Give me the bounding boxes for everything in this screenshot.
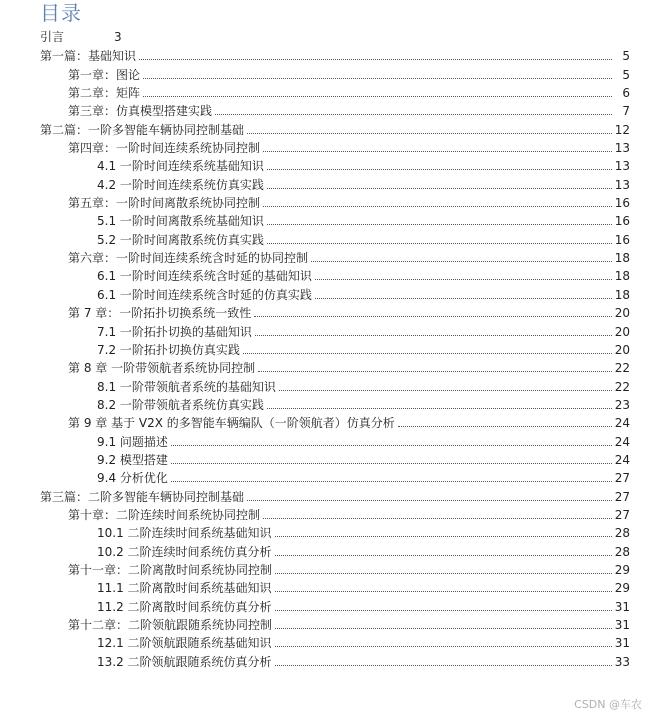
dot-leader	[267, 187, 612, 189]
toc-entry[interactable]	[0, 284, 630, 302]
toc-entry-label: 11.2 二阶离散时间系统仿真分析	[97, 599, 272, 614]
dot-leader	[139, 58, 612, 60]
toc-entry-label: 10.2 二阶连续时间系统仿真分析	[97, 544, 272, 559]
watermark: CSDN @车农	[574, 698, 642, 711]
toc-entry-label: 第三章：仿真模型搭建实践	[68, 104, 213, 119]
toc-entry-label: 第 8 章 一阶带领航者系统协同控制	[68, 361, 256, 376]
toc-entry-label: 第 9 章 基于 V2X 的多智能车辆编队（一阶领航者）仿真分析	[68, 416, 395, 431]
toc-entry[interactable]	[0, 486, 630, 504]
toc-entry-page: 13	[614, 177, 630, 192]
toc-entry[interactable]	[0, 450, 630, 468]
toc-entry-label: 7.2 一阶拓扑切换仿真实践	[97, 342, 240, 357]
toc-entry[interactable]	[0, 633, 630, 651]
dot-leader	[275, 627, 612, 629]
toc-entry-page: 23	[614, 397, 630, 412]
toc-entry-page: 5	[622, 67, 630, 82]
toc-entry-page: 24	[614, 452, 630, 467]
toc-entry[interactable]	[0, 505, 630, 523]
toc-entry[interactable]	[0, 46, 630, 64]
toc-entry-label: 第二章：矩阵	[68, 86, 141, 101]
toc-entry-page: 12	[614, 122, 630, 137]
toc-entry-label: 6.1 一阶时间连续系统含时延的仿真实践	[97, 287, 312, 302]
toc-entry-page: 27	[614, 489, 630, 504]
dot-leader	[311, 260, 612, 262]
toc-entry-label: 第二篇：一阶多智能车辆协同控制基础	[40, 122, 245, 137]
toc-entry[interactable]	[0, 431, 630, 449]
toc-entry-page: 29	[614, 581, 630, 596]
dot-leader	[279, 389, 612, 391]
dot-leader	[263, 150, 612, 152]
toc-entry-label: 第五章：一阶时间离散系统协同控制	[68, 196, 261, 211]
dot-leader	[275, 535, 612, 537]
dot-leader	[171, 480, 612, 482]
toc-entry[interactable]	[0, 64, 630, 82]
dot-leader	[315, 297, 612, 299]
toc-entry-page: 18	[614, 287, 630, 302]
toc-entry[interactable]	[0, 541, 630, 559]
dot-leader	[398, 425, 612, 427]
toc-entry-page: 16	[614, 196, 630, 211]
toc-entry-page: 20	[614, 324, 630, 339]
toc-entry[interactable]	[0, 229, 630, 247]
toc-entry-page: 5	[622, 49, 630, 64]
toc-entry-label: 8.2 一阶带领航者系统仿真实践	[97, 397, 264, 412]
toc-entry-page: 13	[614, 159, 630, 174]
toc-entry-label: 第 7 章：一阶拓扑切换系统一致性	[68, 306, 252, 321]
toc-entry-label: 第一章：图论	[68, 67, 141, 82]
toc-entry-page: 28	[614, 544, 630, 559]
toc-entry-label: 12.1 二阶领航跟随系统基础知识	[97, 636, 272, 651]
toc-entry[interactable]	[0, 211, 630, 229]
dot-leader	[267, 168, 612, 170]
toc-entry-label: 5.1 一阶时间离散系统基础知识	[97, 214, 264, 229]
toc-entry-label: 第六章：一阶时间连续系统含时延的协同控制	[68, 251, 309, 266]
toc-entry[interactable]	[0, 138, 630, 156]
dot-leader	[267, 242, 612, 244]
toc-entry[interactable]	[0, 83, 630, 101]
table-of-contents	[0, 46, 666, 670]
toc-entry-label: 11.1 二阶离散时间系统基础知识	[97, 581, 272, 596]
toc-entry-page: 27	[614, 507, 630, 522]
dot-leader	[247, 499, 612, 501]
toc-entry-label: 9.4 分析优化	[97, 471, 168, 486]
toc-entry[interactable]	[0, 395, 630, 413]
toc-entry[interactable]	[0, 303, 630, 321]
dot-leader	[254, 315, 612, 317]
toc-entry-page: 31	[614, 599, 630, 614]
toc-entry-label: 第一篇：基础知识	[40, 49, 137, 64]
dot-leader	[275, 609, 612, 611]
toc-entry-label: 4.1 一阶时间连续系统基础知识	[97, 159, 264, 174]
toc-entry-label: 6.1 一阶时间连续系统含时延的基础知识	[97, 269, 312, 284]
dot-leader	[275, 664, 612, 666]
toc-entry-page: 7	[622, 104, 630, 119]
toc-entry-label: 第十二章：二阶领航跟随系统协同控制	[68, 618, 273, 632]
toc-entry-label: 第四章：一阶时间连续系统协同控制	[68, 141, 261, 156]
toc-entry[interactable]	[0, 321, 630, 339]
toc-entry-page: 29	[614, 562, 630, 577]
toc-entry-page: 24	[614, 416, 630, 431]
toc-entry[interactable]	[0, 560, 630, 578]
toc-entry[interactable]	[0, 413, 630, 431]
toc-entry-page: 22	[614, 379, 630, 394]
toc-entry-page: 31	[614, 636, 630, 651]
dot-leader	[215, 113, 612, 115]
dot-leader	[263, 517, 612, 519]
toc-entry[interactable]	[0, 266, 630, 284]
dot-leader	[171, 462, 612, 464]
toc-entry[interactable]	[0, 523, 630, 541]
toc-entry-page: 24	[614, 434, 630, 449]
toc-entry-page: 18	[614, 251, 630, 266]
toc-entry-intro[interactable]	[40, 28, 122, 46]
toc-entry[interactable]	[0, 156, 630, 174]
dot-leader	[275, 554, 612, 556]
toc-entry[interactable]	[0, 340, 630, 358]
toc-entry-page: 28	[614, 526, 630, 541]
dot-leader	[267, 407, 612, 409]
toc-entry-page: 16	[614, 214, 630, 229]
toc-entry-label: 5.2 一阶时间离散系统仿真实践	[97, 232, 264, 247]
toc-entry-label: 9.1 问题描述	[97, 434, 168, 449]
dot-leader	[315, 278, 612, 280]
toc-entry[interactable]	[0, 174, 630, 192]
toc-entry[interactable]	[0, 248, 630, 266]
toc-entry[interactable]	[0, 596, 630, 614]
toc-entry-page: 13	[614, 141, 630, 156]
toc-entry-page: 6	[622, 86, 630, 101]
dot-leader	[143, 77, 612, 79]
toc-entry-label: 10.1 二阶连续时间系统基础知识	[97, 526, 272, 541]
toc-entry-page: 33	[614, 654, 630, 669]
toc-entry-label: 8.1 一阶带领航者系统的基础知识	[97, 379, 276, 394]
toc-entry-label: 引言	[40, 30, 65, 44]
toc-entry-label: 4.2 一阶时间连续系统仿真实践	[97, 177, 264, 192]
dot-leader	[275, 590, 612, 592]
toc-entry-page: 27	[614, 471, 630, 486]
toc-entry-page: 22	[614, 361, 630, 376]
toc-entry-label: 第十一章：二阶离散时间系统协同控制	[68, 562, 273, 577]
dot-leader	[171, 444, 612, 446]
toc-entry-page: 3	[114, 30, 122, 44]
dot-leader	[275, 572, 612, 574]
dot-leader	[143, 95, 612, 97]
toc-entry[interactable]	[0, 468, 630, 486]
toc-entry-label: 第三篇：二阶多智能车辆协同控制基础	[40, 489, 245, 504]
toc-entry[interactable]	[0, 578, 630, 596]
toc-entry[interactable]	[0, 651, 630, 669]
toc-entry-label: 第十章：二阶连续时间系统协同控制	[68, 507, 261, 522]
toc-entry[interactable]	[0, 193, 630, 211]
toc-entry-label: 13.2 二阶领航跟随系统仿真分析	[97, 654, 272, 669]
dot-leader	[243, 352, 612, 354]
toc-entry-page: 18	[614, 269, 630, 284]
dot-leader	[247, 132, 612, 134]
dot-leader	[255, 334, 612, 336]
dot-leader	[267, 223, 612, 225]
toc-entry-page: 20	[614, 306, 630, 321]
toc-entry-page: 20	[614, 342, 630, 357]
toc-entry[interactable]	[0, 119, 630, 137]
toc-entry[interactable]	[0, 358, 630, 376]
toc-entry[interactable]	[0, 376, 630, 394]
toc-entry[interactable]	[0, 101, 630, 119]
dot-leader	[263, 205, 612, 207]
toc-entry-page: 31	[614, 618, 630, 632]
toc-entry[interactable]	[0, 615, 630, 633]
dot-leader	[275, 645, 612, 647]
toc-entry-label: 7.1 一阶拓扑切换的基础知识	[97, 324, 252, 339]
toc-title: 目录	[40, 1, 82, 25]
dot-leader	[258, 370, 612, 372]
toc-entry-label: 9.2 模型搭建	[97, 452, 168, 467]
toc-entry-page: 16	[614, 232, 630, 247]
